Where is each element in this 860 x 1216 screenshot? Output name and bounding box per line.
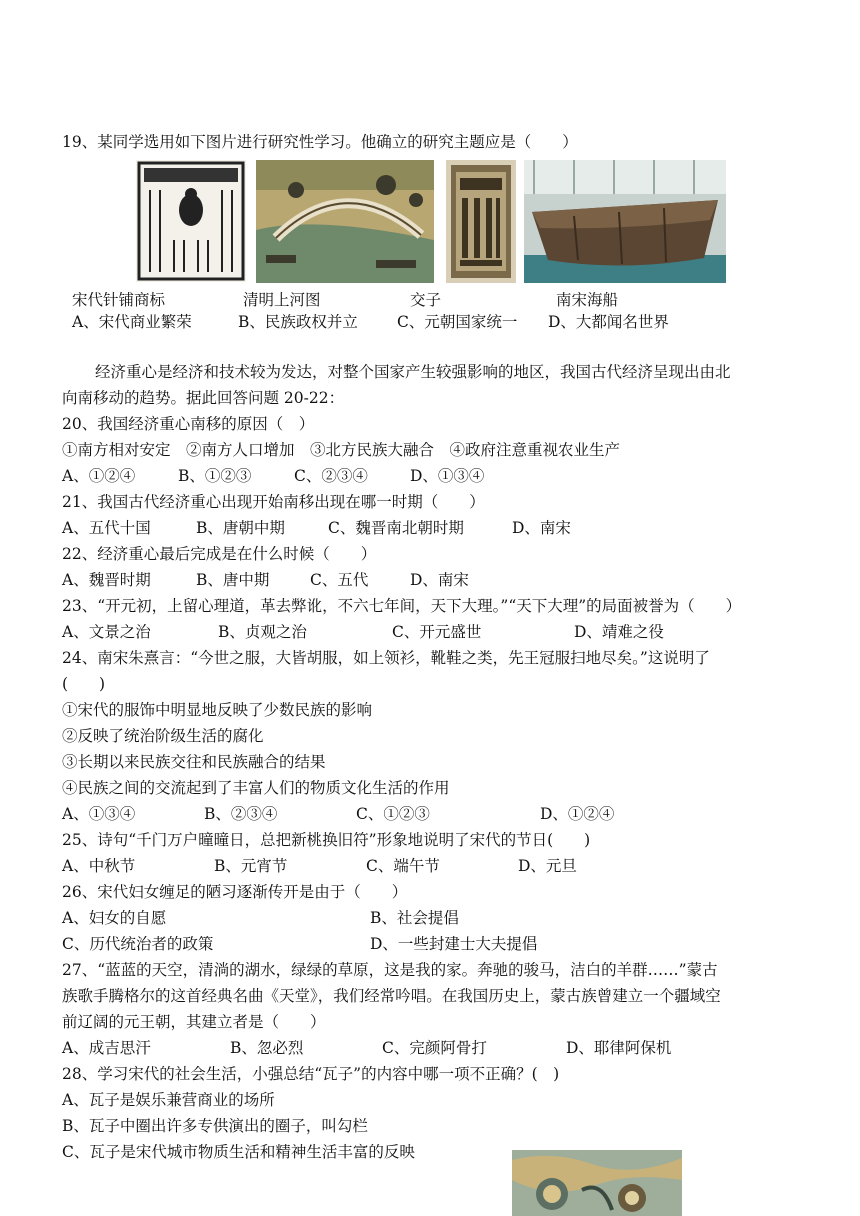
caption-jiaozi: 交子 [410, 291, 442, 309]
caption-southern-song-ship: 南宋海船 [556, 291, 619, 309]
intro-line-1: 经济重心是经济和技术较为发达，对整个国家产生较强影响的地区，我国古代经济呈现出由北 [95, 363, 731, 381]
q22-stem: 22、经济重心最后完成是在什么时候（ ） [62, 545, 377, 563]
q27-line-3: 前辽阔的元王朝，其建立者是（ ） [62, 1013, 326, 1031]
q27-option-d: D、耶律阿保机 [566, 1039, 672, 1057]
q20-stem: 20、我国经济重心南移的原因（ ） [62, 415, 315, 433]
needle-shop-trademark-image [136, 160, 246, 282]
q24-item-3: ③长期以来民族交往和民族融合的结果 [62, 753, 326, 771]
q22-option-b: B、唐中期 [196, 571, 270, 589]
q27-option-b: B、忽必烈 [230, 1039, 304, 1057]
jiaozi-banknote-image [446, 160, 516, 283]
q25-option-d: D、元旦 [518, 857, 577, 875]
caption-qingming-river-painting: 清明上河图 [243, 291, 321, 309]
q19-option-a: A、宋代商业繁荣 [72, 313, 192, 331]
intro-line-2: 向南移动的趋势。据此回答问题 20-22： [62, 389, 345, 407]
q22-option-c: C、五代 [310, 571, 369, 589]
q26-option-a: A、妇女的自愿 [62, 909, 167, 927]
q24-option-b: B、②③④ [204, 805, 278, 823]
q28-option-a: A、瓦子是娱乐兼营商业的场所 [62, 1091, 275, 1109]
q20-option-c: C、②③④ [294, 467, 368, 485]
q21-stem: 21、我国古代经济重心出现开始南移出现在哪一时期（ ） [62, 493, 485, 511]
q28-option-b: B、瓦子中圈出许多专供演出的圈子，叫勾栏 [62, 1117, 368, 1135]
q24-item-1: ①宋代的服饰中明显地反映了少数民族的影响 [62, 701, 373, 719]
q25-option-a: A、中秋节 [62, 857, 136, 875]
q28-stem: 28、学习宋代的社会生活，小强总结“瓦子”的内容中哪一项不正确？( ) [62, 1065, 560, 1083]
q26-option-c: C、历代统治者的政策 [62, 935, 214, 953]
qingming-river-painting-image [256, 160, 434, 283]
q27-line-1: 27、“蓝蓝的天空，清淌的湖水，绿绿的草原，这是我的家。奔驰的骏马，洁白的羊群……”蒙古 [62, 961, 718, 979]
q20-option-b: B、①②③ [178, 467, 252, 485]
q26-option-b: B、社会提倡 [370, 909, 459, 927]
q22-option-d: D、南宋 [410, 571, 469, 589]
q23-stem: 23、“开元初，上留心理道，革去弊讹，不六七年间，天下大理。”“天下大理”的局面被誉为（ ） [62, 597, 742, 615]
q20-choices: ①南方相对安定 ②南方人口增加 ③北方民族大融合 ④政府注意重视农业生产 [62, 441, 621, 459]
q24-option-d: D、①②④ [540, 805, 615, 823]
q23-option-b: B、贞观之治 [218, 623, 307, 641]
q20-option-d: D、①③④ [410, 467, 485, 485]
q24-stem-line-2: ( ) [62, 675, 106, 693]
q27-option-a: A、成吉思汗 [62, 1039, 151, 1057]
q21-option-d: D、南宋 [512, 519, 571, 537]
q22-option-a: A、魏晋时期 [62, 571, 151, 589]
q20-option-a: A、①②④ [62, 467, 136, 485]
q19-option-b: B、民族政权并立 [238, 313, 358, 331]
q19-option-d: D、大都闻名世界 [548, 313, 669, 331]
q25-stem: 25、诗句“千门万户曈曈日，总把新桃换旧符”形象地说明了宋代的节日( ) [62, 831, 591, 849]
q23-option-a: A、文景之治 [62, 623, 151, 641]
southern-song-ship-image [524, 160, 726, 283]
q23-option-c: C、开元盛世 [392, 623, 482, 641]
q27-option-c: C、完颜阿骨打 [382, 1039, 487, 1057]
q24-option-c: C、①②③ [356, 805, 430, 823]
q21-option-c: C、魏晋南北朝时期 [328, 519, 464, 537]
q26-stem: 26、宋代妇女缠足的陋习逐渐传开是由于（ ） [62, 883, 408, 901]
caption-needle-shop-trademark: 宋代针铺商标 [72, 291, 166, 309]
q25-option-c: C、端午节 [366, 857, 440, 875]
q24-item-4: ④民族之间的交流起到了丰富人们的物质文化生活的作用 [62, 779, 450, 797]
q25-option-b: B、元宵节 [214, 857, 288, 875]
q28-option-c: C、瓦子是宋代城市物质生活和精神生活丰富的反映 [62, 1143, 415, 1161]
q24-option-a: A、①③④ [62, 805, 136, 823]
q19-option-c: C、元朝国家统一 [397, 313, 518, 331]
q19-stem: 19、某同学选用如下图片进行研究性学习。他确立的研究主题应是（ ） [62, 133, 578, 151]
q27-line-2: 族歌手腾格尔的这首经典名曲《天堂》，我们经常吟唱。在我国历史上，蒙古族曾建立一个疆域空 [62, 987, 721, 1005]
q21-option-a: A、五代十国 [62, 519, 151, 537]
q24-item-2: ②反映了统治阶级生活的腐化 [62, 727, 264, 745]
q23-option-d: D、靖难之役 [574, 623, 664, 641]
song-painting-fragment-image [512, 1150, 682, 1216]
q26-option-d: D、一些封建士大夫提倡 [370, 935, 538, 953]
q24-stem-line-1: 24、南宋朱熹言：“今世之服，大皆胡服，如上领衫，靴鞋之类，先王冠服扫地尽矣。”这说明了 [62, 649, 710, 667]
q21-option-b: B、唐朝中期 [196, 519, 285, 537]
